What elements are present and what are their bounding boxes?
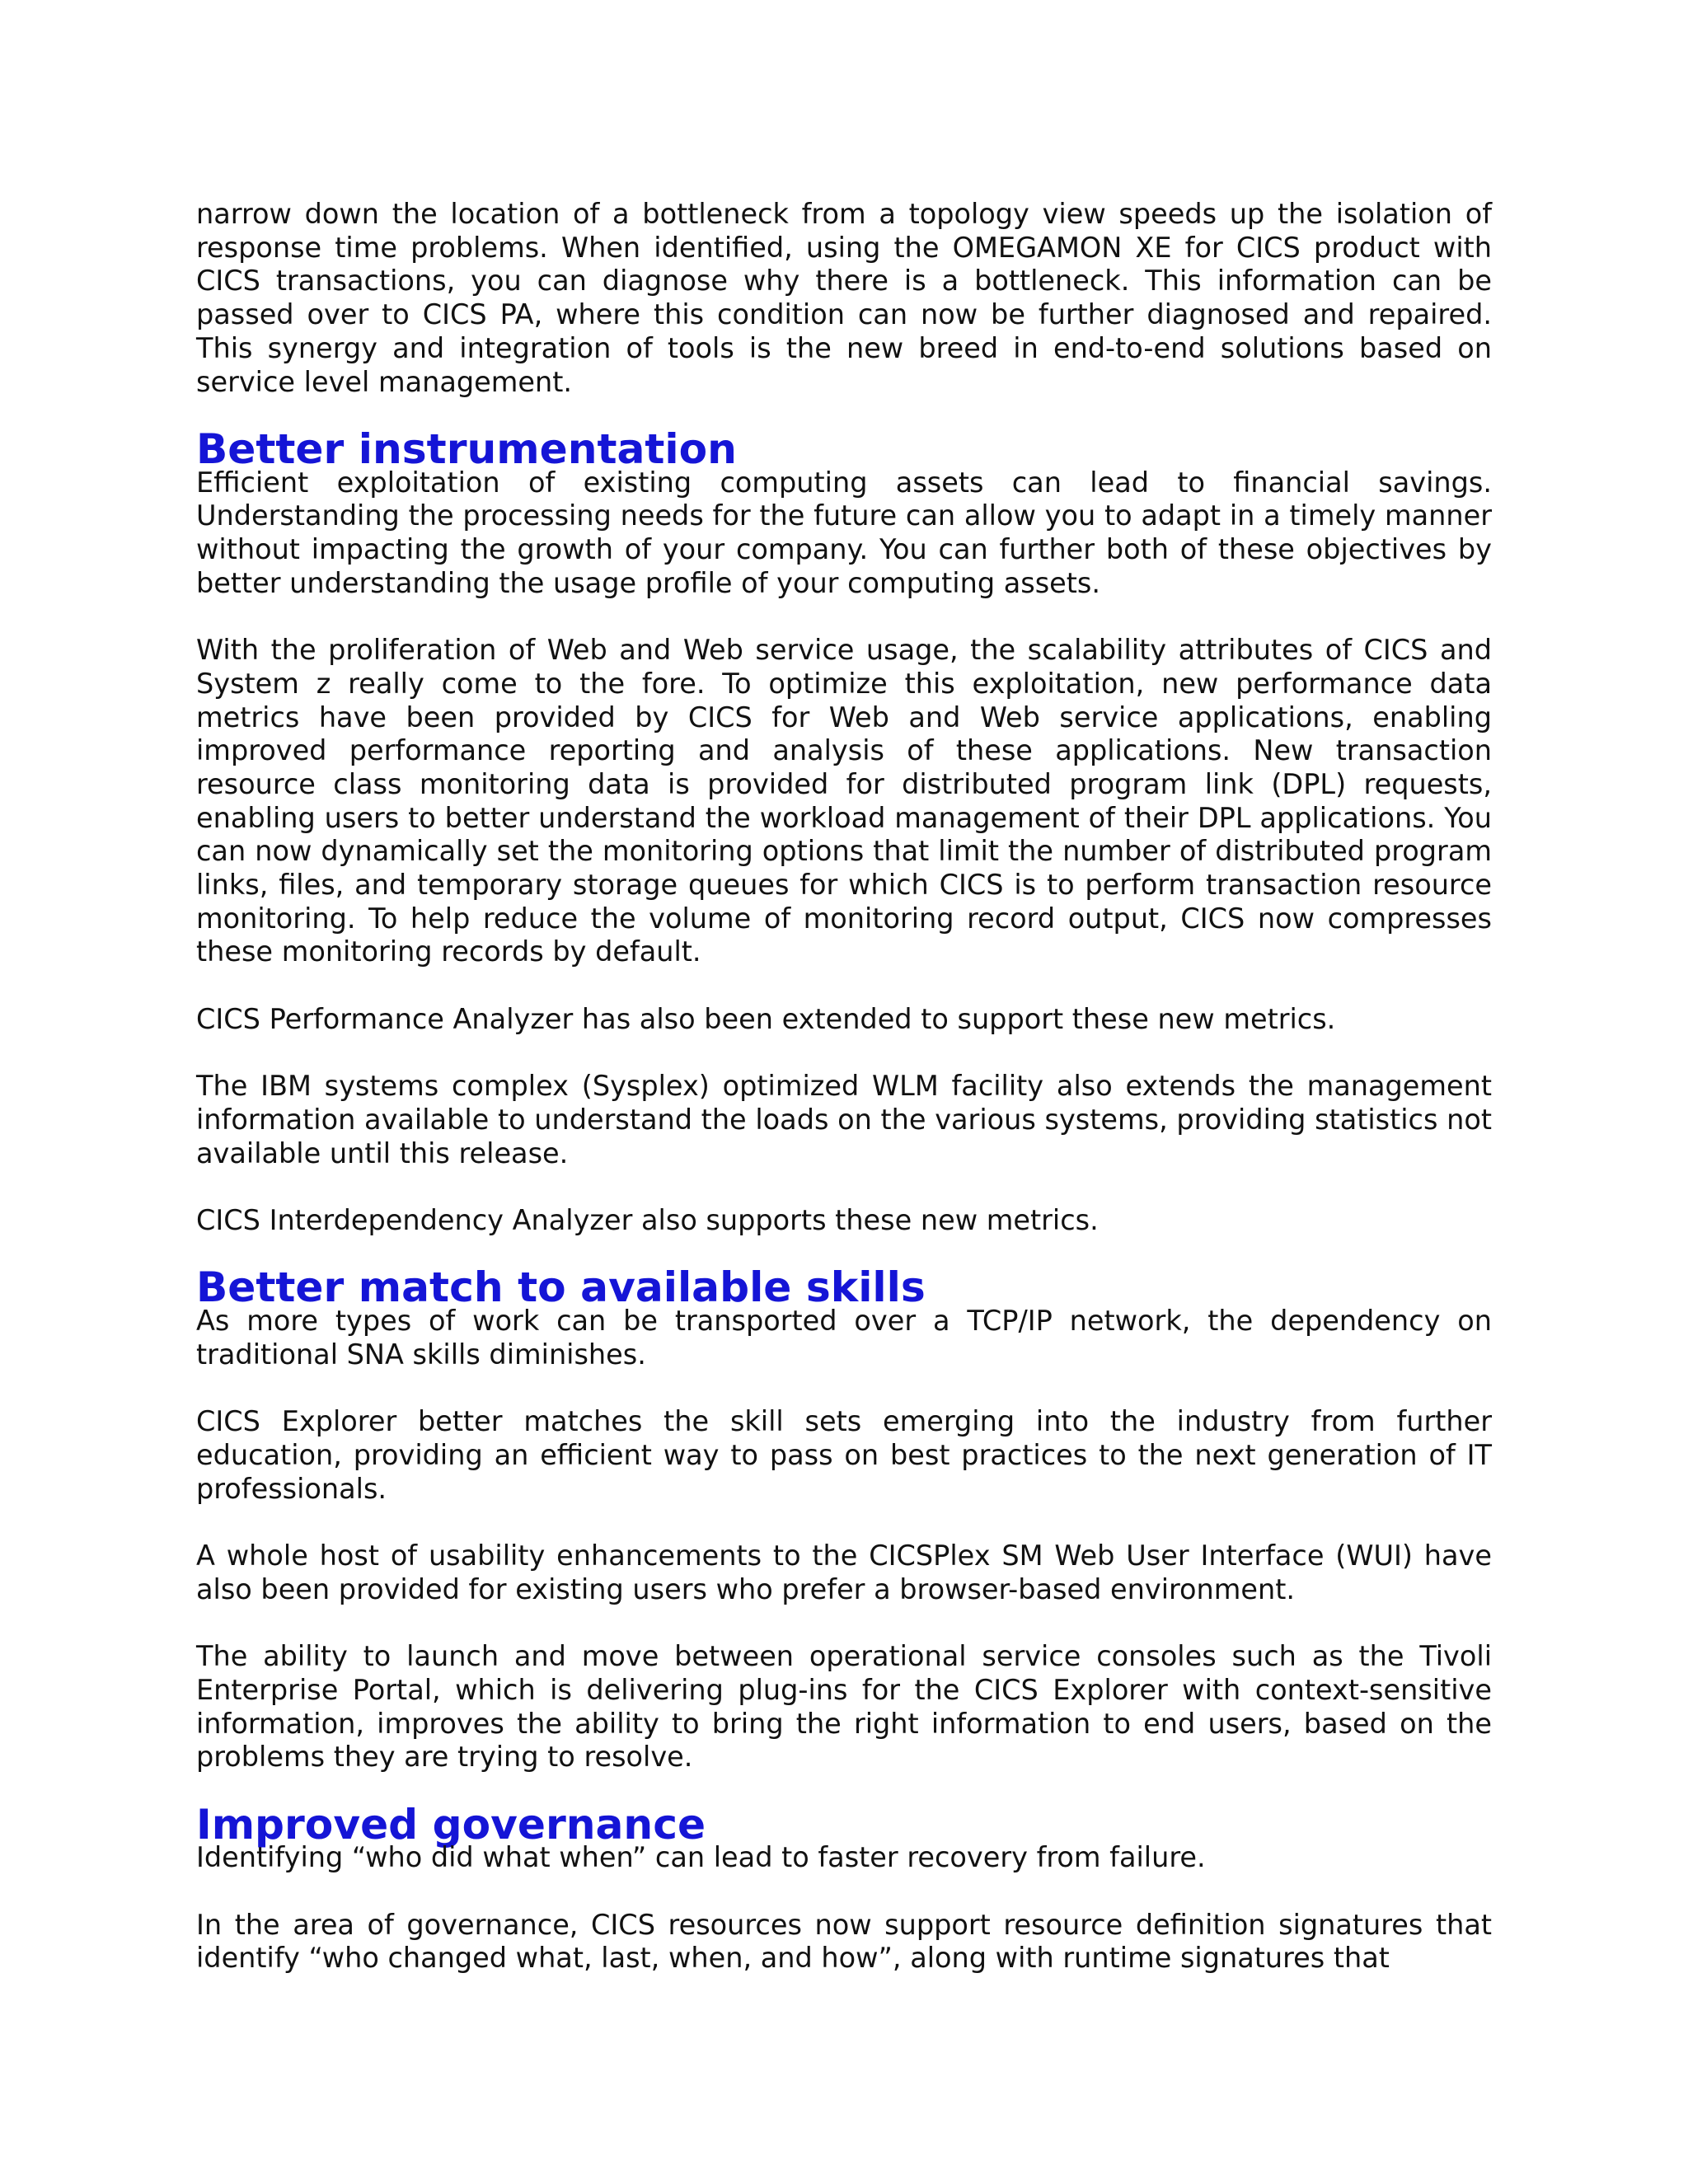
paragraph-bottleneck-intro: narrow down the location of a bottleneck from a topology view speeds up the isolation of response time problems. When identified, using the OMEGAMON XE for CICS product with CICS transactions, you can diagnose why there is a bottleneck. This information can be passed over to CICS PA, where this condition can now be further diagnosed and repaired. This synergy and integration of tools is the new breed in end-to-end solutions based on service level management.: [196, 198, 1492, 398]
paragraph-web-service-metrics: With the proliferation of Web and Web service usage, the scalability attributes of CICS and System z really come to the fore. To optimize this exploitation, new performance data metrics have been provided by CICS for Web and Web service applications, enabling improved performance reporting and analysis of these applications. New transaction resource class monitoring data is provided for distributed program link (DPL) requests, enabling users to better understand the workload management of their DPL applications. You can now dynamically set the monitoring options that limit the number of distributed program links, files, and temporary storage queues for which CICS is to perform transaction resource monitoring. To help reduce the volume of monitoring record output, CICS now compresses these monitoring records by default.: [196, 634, 1492, 968]
paragraph-tcpip-skills: As more types of work can be transported over a TCP/IP network, the dependency on traditional SNA skills diminishes.: [196, 1305, 1492, 1371]
heading-better-instrumentation: Better instrumentation: [196, 424, 737, 473]
document-page: [196, 198, 1492, 2009]
paragraph-sysplex-wlm: The IBM systems complex (Sysplex) optimized WLM facility also extends the management information available to understand the loads on the various systems, providing statistics not available until this release.: [196, 1070, 1492, 1169]
paragraph-tivoli-portal: The ability to launch and move between operational service consoles such as the Tivoli Enterprise Portal, which is delivering plug-ins for the CICS Explorer with context-sensitive information, improves the ability to bring the right information to end users, based on the problems they are trying to resolve.: [196, 1640, 1492, 1774]
paragraph-cics-pa-extended: CICS Performance Analyzer has also been extended to support these new metrics.: [196, 1002, 1336, 1035]
paragraph-cics-ia-metrics: CICS Interdependency Analyzer also supports these new metrics.: [196, 1204, 1099, 1237]
paragraph-who-did-what: Identifying “who did what when” can lead to faster recovery from failure.: [196, 1841, 1206, 1874]
heading-improved-governance: Improved governance: [196, 1799, 706, 1849]
paragraph-efficient-exploitation: Efficient exploitation of existing computing assets can lead to financial savings. Understanding the processing needs for the future can allow you to adapt in a timely manner without impacting the growth of your company. You can further both of these objectives by better understanding the usage profile of your computing assets.: [196, 466, 1492, 599]
heading-better-match-skills: Better match to available skills: [196, 1263, 926, 1312]
paragraph-cics-explorer-skills: CICS Explorer better matches the skill sets emerging into the industry from further education, providing an efficient way to pass on best practices to the next generation of IT professionals.: [196, 1405, 1492, 1505]
paragraph-governance-signatures: In the area of governance, CICS resources now support resource definition signatures that identify “who changed what, last, when, and how”, along with runtime signatures that: [196, 1908, 1492, 1975]
paragraph-wui-usability: A whole host of usability enhancements to the CICSPlex SM Web User Interface (WUI) have also been provided for existing users who prefer a browser-based environment.: [196, 1540, 1492, 1605]
